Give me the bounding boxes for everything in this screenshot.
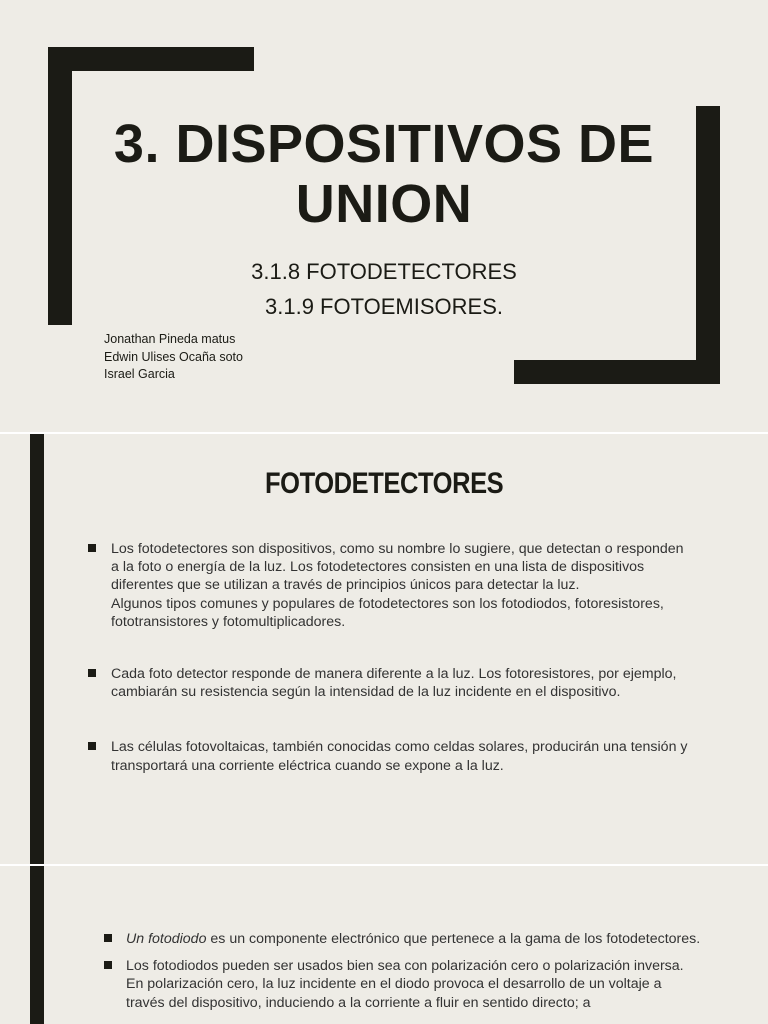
author-name: Israel Garcia xyxy=(104,367,175,381)
bullet-text: Los fotodiodos pueden ser usados bien sea con polarización cero o polarización inversa. En polarización cero, la luz incidente en el diodo provoca el desarrollo de un voltaje a través del dispositivo, induciendo a la corriente a fluir en sentido directo; a xyxy=(126,958,684,1011)
left-accent-bar xyxy=(30,866,44,1024)
subtitle-line2: 3.1.9 FOTOEMISORES. xyxy=(265,294,503,319)
square-bullet-icon xyxy=(88,742,96,750)
bottom-right-bracket-vertical xyxy=(696,106,720,384)
bottom-right-bracket-horizontal xyxy=(514,360,720,384)
slide-heading xyxy=(0,464,768,504)
top-left-bracket-vertical xyxy=(48,47,72,325)
fotodetectores-slide xyxy=(0,434,768,864)
slide-subtitle xyxy=(140,254,628,324)
bullet-text: Cada foto detector responde de manera diferente a la luz. Los fotoresistores, por ejemplo, cambiarán su resistencia según la intensidad de la luz incidente en el dispositivo. xyxy=(111,666,677,701)
slide-title-line1: 3. DISPOSITIVOS DE xyxy=(113,114,655,174)
square-bullet-icon xyxy=(88,669,96,677)
slide-heading-text: FOTODETECTORES xyxy=(264,467,504,500)
bullet-text: Los fotodetectores son dispositivos, como su nombre lo sugiere, que detectan o responden a la foto o energía de la luz. Los fotodetectores consisten en una lista de dispositivos diferentes que se utilizan a través de principios únicos para detectar la luz. xyxy=(111,541,684,594)
subtitle-line1: 3.1.8 FOTODETECTORES xyxy=(251,259,517,284)
emphasis-text: Un fotodiodo xyxy=(126,931,207,947)
square-bullet-icon xyxy=(88,544,96,552)
list-item xyxy=(88,738,688,774)
list-item xyxy=(88,540,688,631)
author-name: Jonathan Pineda matus xyxy=(104,332,236,346)
bullet-text: Algunos tipos comunes y populares de fotodetectores son los fotodiodos, fotoresistores, fototransistores y fotomultiplicadores. xyxy=(111,595,664,630)
list-item xyxy=(88,665,688,701)
slide-title xyxy=(84,114,684,234)
bullet-list xyxy=(88,540,688,775)
slide-title-line2: UNION xyxy=(295,174,473,234)
square-bullet-icon xyxy=(104,934,112,942)
bullet-list xyxy=(104,930,704,1012)
title-slide xyxy=(0,0,768,432)
square-bullet-icon xyxy=(104,961,112,969)
bullet-text: es un componente electrónico que pertenece a la gama de los fotodetectores. xyxy=(206,931,701,947)
list-item xyxy=(104,930,704,948)
author-name: Edwin Ulises Ocaña soto xyxy=(104,349,243,364)
list-item xyxy=(104,957,704,1012)
top-left-bracket-horizontal xyxy=(48,47,254,71)
authors-list xyxy=(104,331,243,384)
fotodiodo-slide xyxy=(0,866,768,1024)
bullet-text: Las células fotovoltaicas, también conocidas como celdas solares, producirán una tensión y transportará una corriente eléctrica cuando se expone a la luz. xyxy=(111,739,688,774)
